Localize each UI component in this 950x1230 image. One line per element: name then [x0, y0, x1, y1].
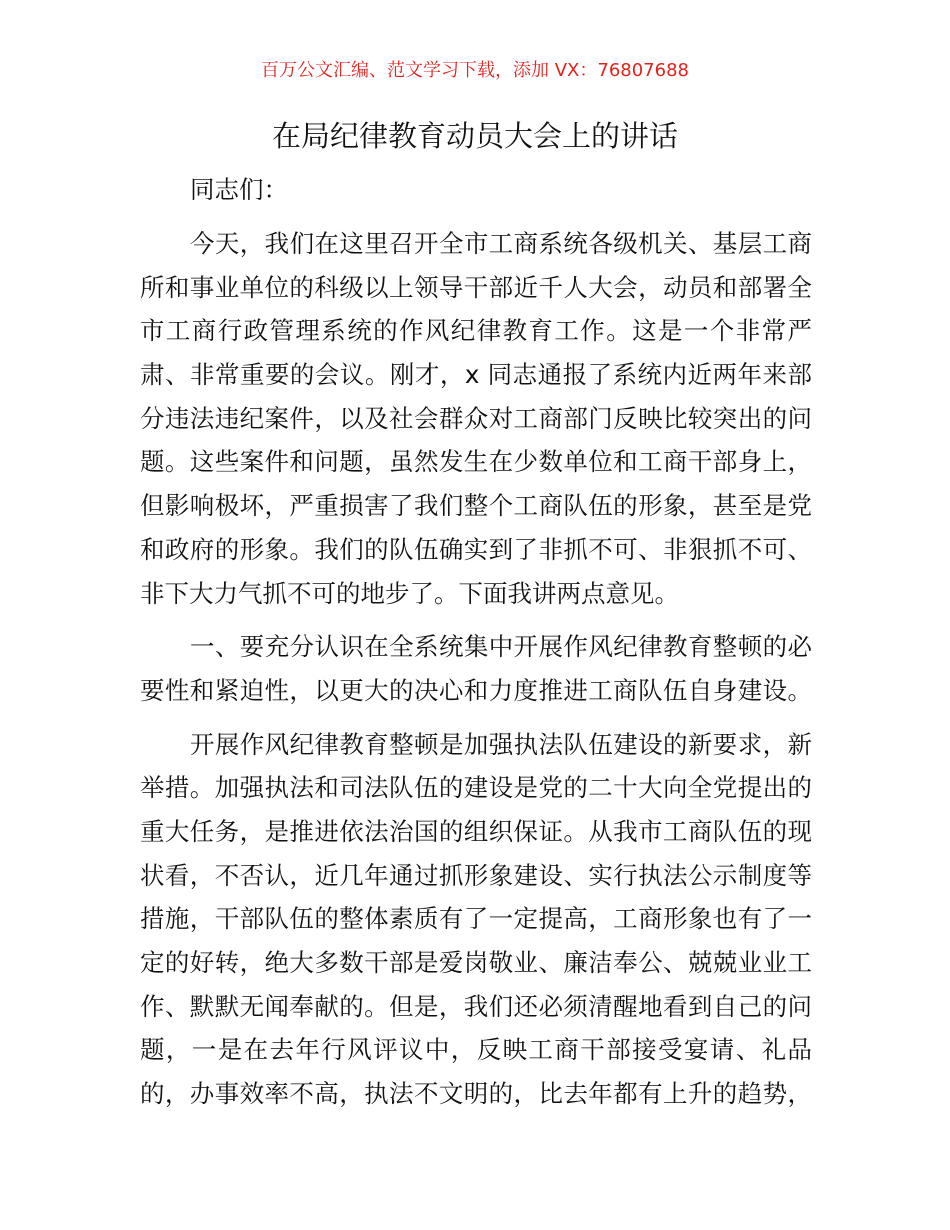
- paragraph-line: 状看，不否认，近几年通过抓形象建设、实行执法公示制度等: [140, 860, 812, 890]
- paragraph-line: 开展作风纪律教育整顿是加强执法队伍建设的新要求，新: [190, 729, 812, 759]
- paragraph-line: 所和事业单位的科级以上领导干部近千人大会，动员和部署全: [140, 272, 812, 302]
- paragraph: [140, 222, 812, 615]
- salutation: 同志们：: [190, 175, 288, 204]
- paragraph-line: 非下大力气抓不可的地步了。下面我讲两点意见。: [140, 578, 679, 608]
- watermark-banner: 百万公文汇编、范文学习下载，添加 VX：76807688: [261, 60, 689, 81]
- paragraph-line: 定的好转，绝大多数干部是爱岗敬业、廉洁奉公、兢兢业业工: [140, 948, 812, 977]
- paragraph-line: 肃、非常重要的会议。刚才，x 同志通报了系统内近两年来部: [140, 360, 812, 390]
- document-body: [140, 168, 812, 1116]
- paragraph-line: 举措。加强执法和司法队伍的建设是党的二十大向全党提出的: [140, 773, 812, 803]
- paragraph-line: 作、默默无闻奉献的。但是，我们还必须清醒地看到自己的问: [140, 991, 812, 1021]
- paragraph-line: 的，办事效率不高，执法不文明的，比去年都有上升的趋势，: [140, 1079, 812, 1109]
- paragraph-line: 措施，干部队伍的整体素质有了一定提高，工商形象也有了一: [140, 904, 812, 934]
- paragraph-line: 市工商行政管理系统的作风纪律教育工作。这是一个非常严: [140, 316, 812, 346]
- paragraph: [140, 625, 812, 712]
- paragraph-line: 分违法违纪案件，以及社会群众对工商部门反映比较突出的问: [140, 403, 812, 433]
- paragraph-line: 今天，我们在这里召开全市工商系统各级机关、基层工商: [190, 229, 812, 258]
- paragraph-line: 重大任务，是推进依法治国的组织保证。从我市工商队伍的现: [140, 816, 812, 846]
- paragraph-line: 和政府的形象。我们的队伍确实到了非抓不可、非狠抓不可、: [140, 534, 812, 564]
- paragraph: [140, 723, 812, 1116]
- paragraph-line: 题，一是在去年行风评议中，反映工商干部接受宴请、礼品: [140, 1035, 812, 1065]
- paragraph-line: 但影响极坏，严重损害了我们整个工商队伍的形象，甚至是党: [140, 491, 812, 521]
- paragraph-line: 一、要充分认识在全系统集中开展作风纪律教育整顿的必: [190, 632, 812, 662]
- paragraph-line: 要性和紧迫性，以更大的决心和力度推进工商队伍自身建设。: [140, 675, 812, 705]
- document-title: 在局纪律教育动员大会上的讲话: [271, 119, 678, 153]
- paragraph-line: 题。这些案件和问题，虽然发生在少数单位和工商干部身上，: [140, 447, 812, 477]
